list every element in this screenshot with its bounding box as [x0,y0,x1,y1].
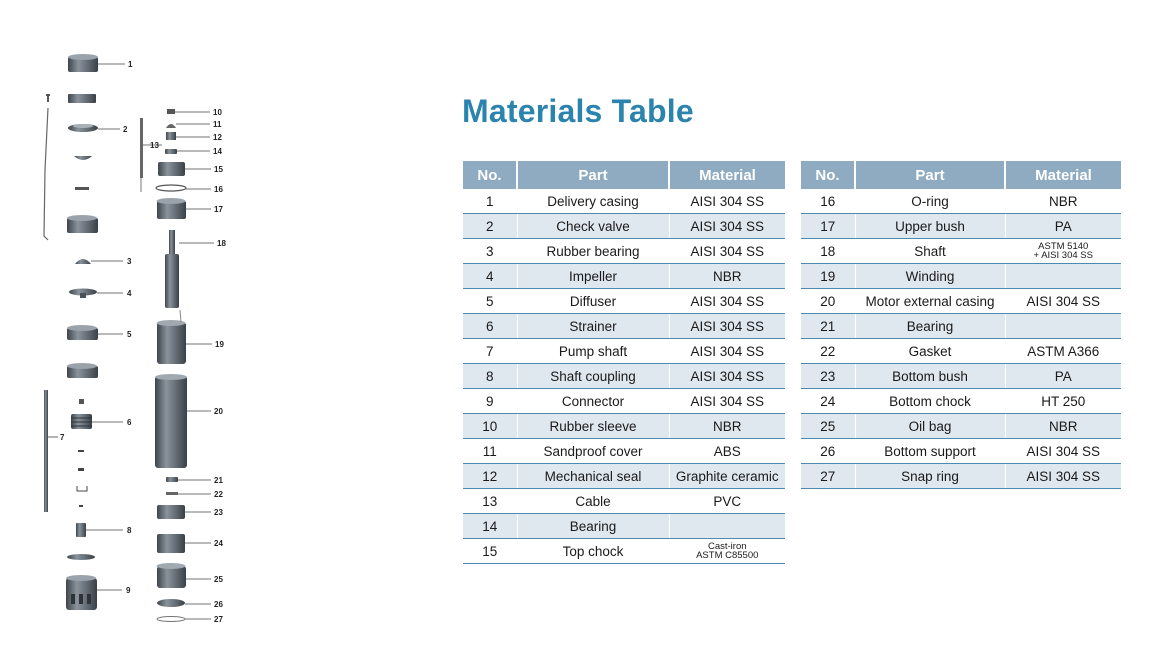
cell-part: Rubber sleeve [517,414,669,439]
table-row [801,239,1121,264]
cell-material: AISI 304 SS [1005,439,1121,464]
cell-no: 18 [801,239,855,264]
part-21-bearing [166,477,178,482]
cell-no: 15 [463,539,517,564]
pump-exploded-diagram [0,0,260,661]
part-small-fitting [68,94,96,103]
cell-no: 24 [801,389,855,414]
cell-part: Shaft coupling [517,364,669,389]
cell-material: NBR [1005,189,1121,214]
cell-material [1005,239,1121,264]
table-row [801,389,1121,414]
part-22-gasket [166,492,178,495]
cell-part: Delivery casing [517,189,669,214]
part-bolt [46,94,50,102]
cell-material: AISI 304 SS [669,289,785,314]
part-casing-cap [67,215,98,233]
cell-no: 25 [801,414,855,439]
cell-no: 23 [801,364,855,389]
part-17-upper-bush [157,198,187,219]
header-no: No. [463,161,517,189]
cell-no: 11 [463,439,517,464]
cell-no: 12 [463,464,517,489]
part-diffuser-2 [67,363,98,378]
part-27-snap-ring [157,617,185,622]
diagram-label-2: 2 [123,125,128,134]
cell-material [669,539,785,564]
part-9-connector [66,575,97,610]
diagram-label-24: 24 [214,539,223,548]
diagram-label-5: 5 [127,330,132,339]
part-8-shaft-coupling [76,523,86,537]
diagram-label-18: 18 [217,239,226,248]
table-row [463,364,785,389]
table-row [801,464,1121,489]
cell-material: AISI 304 SS [669,214,785,239]
part-26-bottom-support [157,599,185,607]
diagram-label-27: 27 [214,615,223,624]
cell-material: NBR [669,264,785,289]
cell-no: 5 [463,289,517,314]
header-part: Part [517,161,669,189]
cell-material: AISI 304 SS [669,339,785,364]
part-13-cable [140,118,143,192]
diagram-label-6: 6 [127,418,132,427]
cell-no: 2 [463,214,517,239]
part-18-shaft [165,230,179,308]
table-row [463,214,785,239]
part-11-sandproof-cover [166,124,176,128]
table-row [463,539,785,564]
table-header-row [463,161,785,189]
part-5-diffuser [67,325,98,340]
cable-line-left [44,108,48,240]
part-nut [79,399,84,404]
cell-no: 1 [463,189,517,214]
cell-part: Snap ring [855,464,1005,489]
cell-material [1005,264,1121,289]
cell-material: PA [1005,214,1121,239]
table-row [463,339,785,364]
cell-material-line: + AISI 304 SS [1033,250,1093,261]
cell-part: Winding [855,264,1005,289]
cell-no: 22 [801,339,855,364]
table-row [463,239,785,264]
cell-part: Mechanical seal [517,464,669,489]
cell-part: Top chock [517,539,669,564]
cell-no: 9 [463,389,517,414]
table-body [801,189,1121,489]
table-row [463,514,785,539]
header-no: No. [801,161,855,189]
cell-part: Cable [517,489,669,514]
cell-no: 21 [801,314,855,339]
table-row [801,364,1121,389]
diagram-label-4: 4 [127,289,132,298]
cell-part: Gasket [855,339,1005,364]
table-row [463,439,785,464]
part-2-check-valve [68,124,98,132]
table-row [801,314,1121,339]
part-23-bottom-bush [157,505,185,519]
part-cone [74,156,92,160]
cell-part: Bottom support [855,439,1005,464]
table-row [801,264,1121,289]
cell-part: Pump shaft [517,339,669,364]
cell-no: 3 [463,239,517,264]
cell-no: 14 [463,514,517,539]
part-3-rubber-bearing [75,259,91,264]
part-20-motor-external-casing [155,374,187,468]
cell-material: AISI 304 SS [669,239,785,264]
cell-part: Bearing [517,514,669,539]
cell-no: 4 [463,264,517,289]
table-row [463,489,785,514]
part-clip-a [78,450,84,452]
diagram-label-17: 17 [214,205,223,214]
materials-table-left [463,161,785,564]
part-25-oil-bag [157,563,187,588]
header-material: Material [669,161,785,189]
table-row [801,339,1121,364]
part-4-impeller [69,289,97,299]
cell-material-line: Cast-iron [707,540,747,552]
cell-material: PA [1005,364,1121,389]
cell-material: AISI 304 SS [669,189,785,214]
cell-part: Connector [517,389,669,414]
part-clip-c [77,486,87,491]
cell-material: AISI 304 SS [1005,289,1121,314]
diagram-label-19: 19 [215,340,224,349]
cell-part: Check valve [517,214,669,239]
table-row [801,414,1121,439]
diagram-label-25: 25 [214,575,223,584]
part-6-strainer [71,414,92,429]
diagram-label-23: 23 [214,508,223,517]
diagram-label-9: 9 [126,586,131,595]
part-10-rubber-sleeve [167,109,175,114]
cell-material: ASTM A366 [1005,339,1121,364]
part-14-bearing [165,149,177,154]
diagram-label-22: 22 [214,490,223,499]
table-header-row [801,161,1121,189]
materials-table-right [801,161,1121,489]
diagram-label-16: 16 [214,185,223,194]
table-row [463,314,785,339]
cell-no: 7 [463,339,517,364]
cell-material-line: ASTM 5140 [1038,240,1089,252]
cell-material: ABS [669,439,785,464]
diagram-label-13: 13 [150,141,159,150]
part-15-top-chock [158,162,185,176]
cell-no: 19 [801,264,855,289]
table-row [801,289,1121,314]
cell-part: O-ring [855,189,1005,214]
diagram-label-26: 26 [214,600,223,609]
part-clip-d [79,505,83,507]
cell-material: AISI 304 SS [669,314,785,339]
cell-part: Bearing [855,314,1005,339]
part-ring-plate [67,554,95,560]
diagram-label-21: 21 [214,476,223,485]
cell-material: AISI 304 SS [669,389,785,414]
part-12-mechanical-seal [166,132,176,140]
cell-material-line: ASTM C85500 [696,550,759,561]
cell-part: Shaft [855,239,1005,264]
cell-material [1005,314,1121,339]
cell-material [669,514,785,539]
cell-material: PVC [669,489,785,514]
cell-part: Impeller [517,264,669,289]
diagram-label-1: 1 [128,60,133,69]
table-row [463,464,785,489]
table-row [463,389,785,414]
diagram-label-12: 12 [213,133,222,142]
part-1-delivery-casing [68,54,98,72]
cell-no: 10 [463,414,517,439]
part-16-o-ring [156,185,186,191]
part-washer [75,187,89,190]
diagram-label-15: 15 [214,165,223,174]
diagram-label-14: 14 [213,147,222,156]
table-row [463,264,785,289]
cell-part: Oil bag [855,414,1005,439]
cell-no: 8 [463,364,517,389]
cell-part: Upper bush [855,214,1005,239]
cell-material: NBR [669,414,785,439]
table-row [463,189,785,214]
cell-part: Sandproof cover [517,439,669,464]
table-row [801,189,1121,214]
cell-part: Bottom chock [855,389,1005,414]
header-part: Part [855,161,1005,189]
cell-no: 20 [801,289,855,314]
page-title: Materials Table [462,93,694,129]
diagram-label-10: 10 [213,108,222,117]
cell-no: 6 [463,314,517,339]
cell-material: AISI 304 SS [1005,464,1121,489]
part-7-pump-shaft [44,390,48,512]
cell-part: Bottom bush [855,364,1005,389]
cell-no: 17 [801,214,855,239]
part-clip-b [78,468,84,471]
table-row [801,214,1121,239]
part-24-bottom-chock [157,534,185,553]
table-row [463,289,785,314]
header-material: Material [1005,161,1121,189]
part-19-winding [157,310,187,364]
cell-material: NBR [1005,414,1121,439]
cell-no: 16 [801,189,855,214]
cell-no: 26 [801,439,855,464]
table-row [463,414,785,439]
diagram-label-11: 11 [213,120,222,129]
cell-part: Diffuser [517,289,669,314]
cell-part: Rubber bearing [517,239,669,264]
leader-lines [48,64,214,619]
cell-material: Graphite ceramic [669,464,785,489]
diagram-label-7: 7 [60,433,65,442]
table-body [463,189,785,564]
table-row [801,439,1121,464]
cell-part: Motor external casing [855,289,1005,314]
cell-material: HT 250 [1005,389,1121,414]
diagram-label-3: 3 [127,257,132,266]
cell-no: 27 [801,464,855,489]
cell-material: AISI 304 SS [669,364,785,389]
cell-part: Strainer [517,314,669,339]
diagram-label-8: 8 [127,526,132,535]
cell-no: 13 [463,489,517,514]
diagram-label-20: 20 [214,407,223,416]
